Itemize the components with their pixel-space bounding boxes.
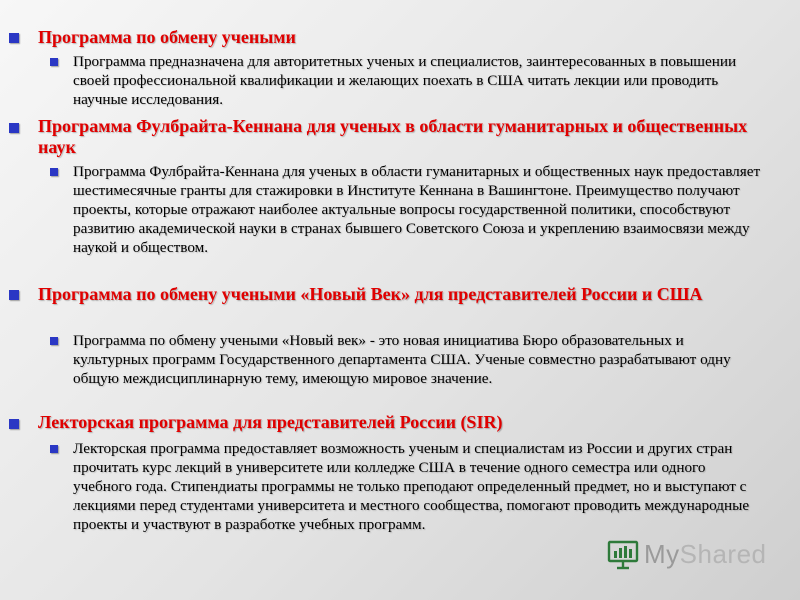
heading-bullet-icon (9, 419, 19, 429)
heading-bullet-icon (9, 123, 19, 133)
section-text: Программа Фулбрайта-Кеннана для ученых в области гуманитарных и общественных наук предоставляет шестимесячные гранты для стажировки в Институте Кеннана в Вашингтоне. Преимущество получают проекты, которые отражают наиболее актуальные вопросы государственной политики, способствуют развитию академической науки в странах бывшего Советского Союза и укреплению взаимосвязи между наукой и обществом. (73, 163, 761, 256)
presentation-board-icon (606, 537, 640, 571)
myshared-watermark (606, 534, 776, 574)
body-bullet-icon (50, 445, 58, 453)
section-text: Программа предназначена для авторитетных ученых и специалистов, заинтересованных в повышении своей профессиональной квалификации и желающих поехать в США читать лекции или проводить научные исследования. (73, 53, 737, 108)
heading-bullet-icon (9, 290, 19, 300)
body-bullet-icon (50, 168, 58, 176)
section-heading: Программа Фулбрайта-Кеннана для ученых в области гуманитарных и общественных наук (38, 116, 748, 157)
body-bullet-icon (50, 337, 58, 345)
body-bullet-icon (50, 58, 58, 66)
watermark-brand (644, 539, 767, 570)
section-heading: Программа по обмену учеными «Новый Век» для представителей России и США (38, 284, 703, 304)
section-text: Лекторская программа предоставляет возможность ученым и специалистам из России и других стран прочитать курс лекций в университете или колледже США в течение одного семестра или одного учебного года. Стипендиаты программы не только преподают определенный предмет, но и выступают с лекциями перед студентами университета и местного сообщества, помогают проводить международные проекты и участвуют в разработке учебных программ. (73, 440, 750, 533)
heading-bullet-icon (9, 33, 19, 43)
watermark-brand-second: Shared (679, 538, 767, 569)
section-text: Программа по обмену учеными «Новый век» - это новая инициатива Бюро образовательных и культурных программ Государственного департамента США. Ученые совместно разрабатывают одну общую междисциплинарную тему, имеющую мировое значение. (73, 332, 731, 387)
section-heading: Лекторская программа для представителей России (SIR) (38, 412, 503, 432)
watermark-brand-first: My (644, 538, 680, 569)
section-heading: Программа по обмену учеными (38, 27, 296, 47)
